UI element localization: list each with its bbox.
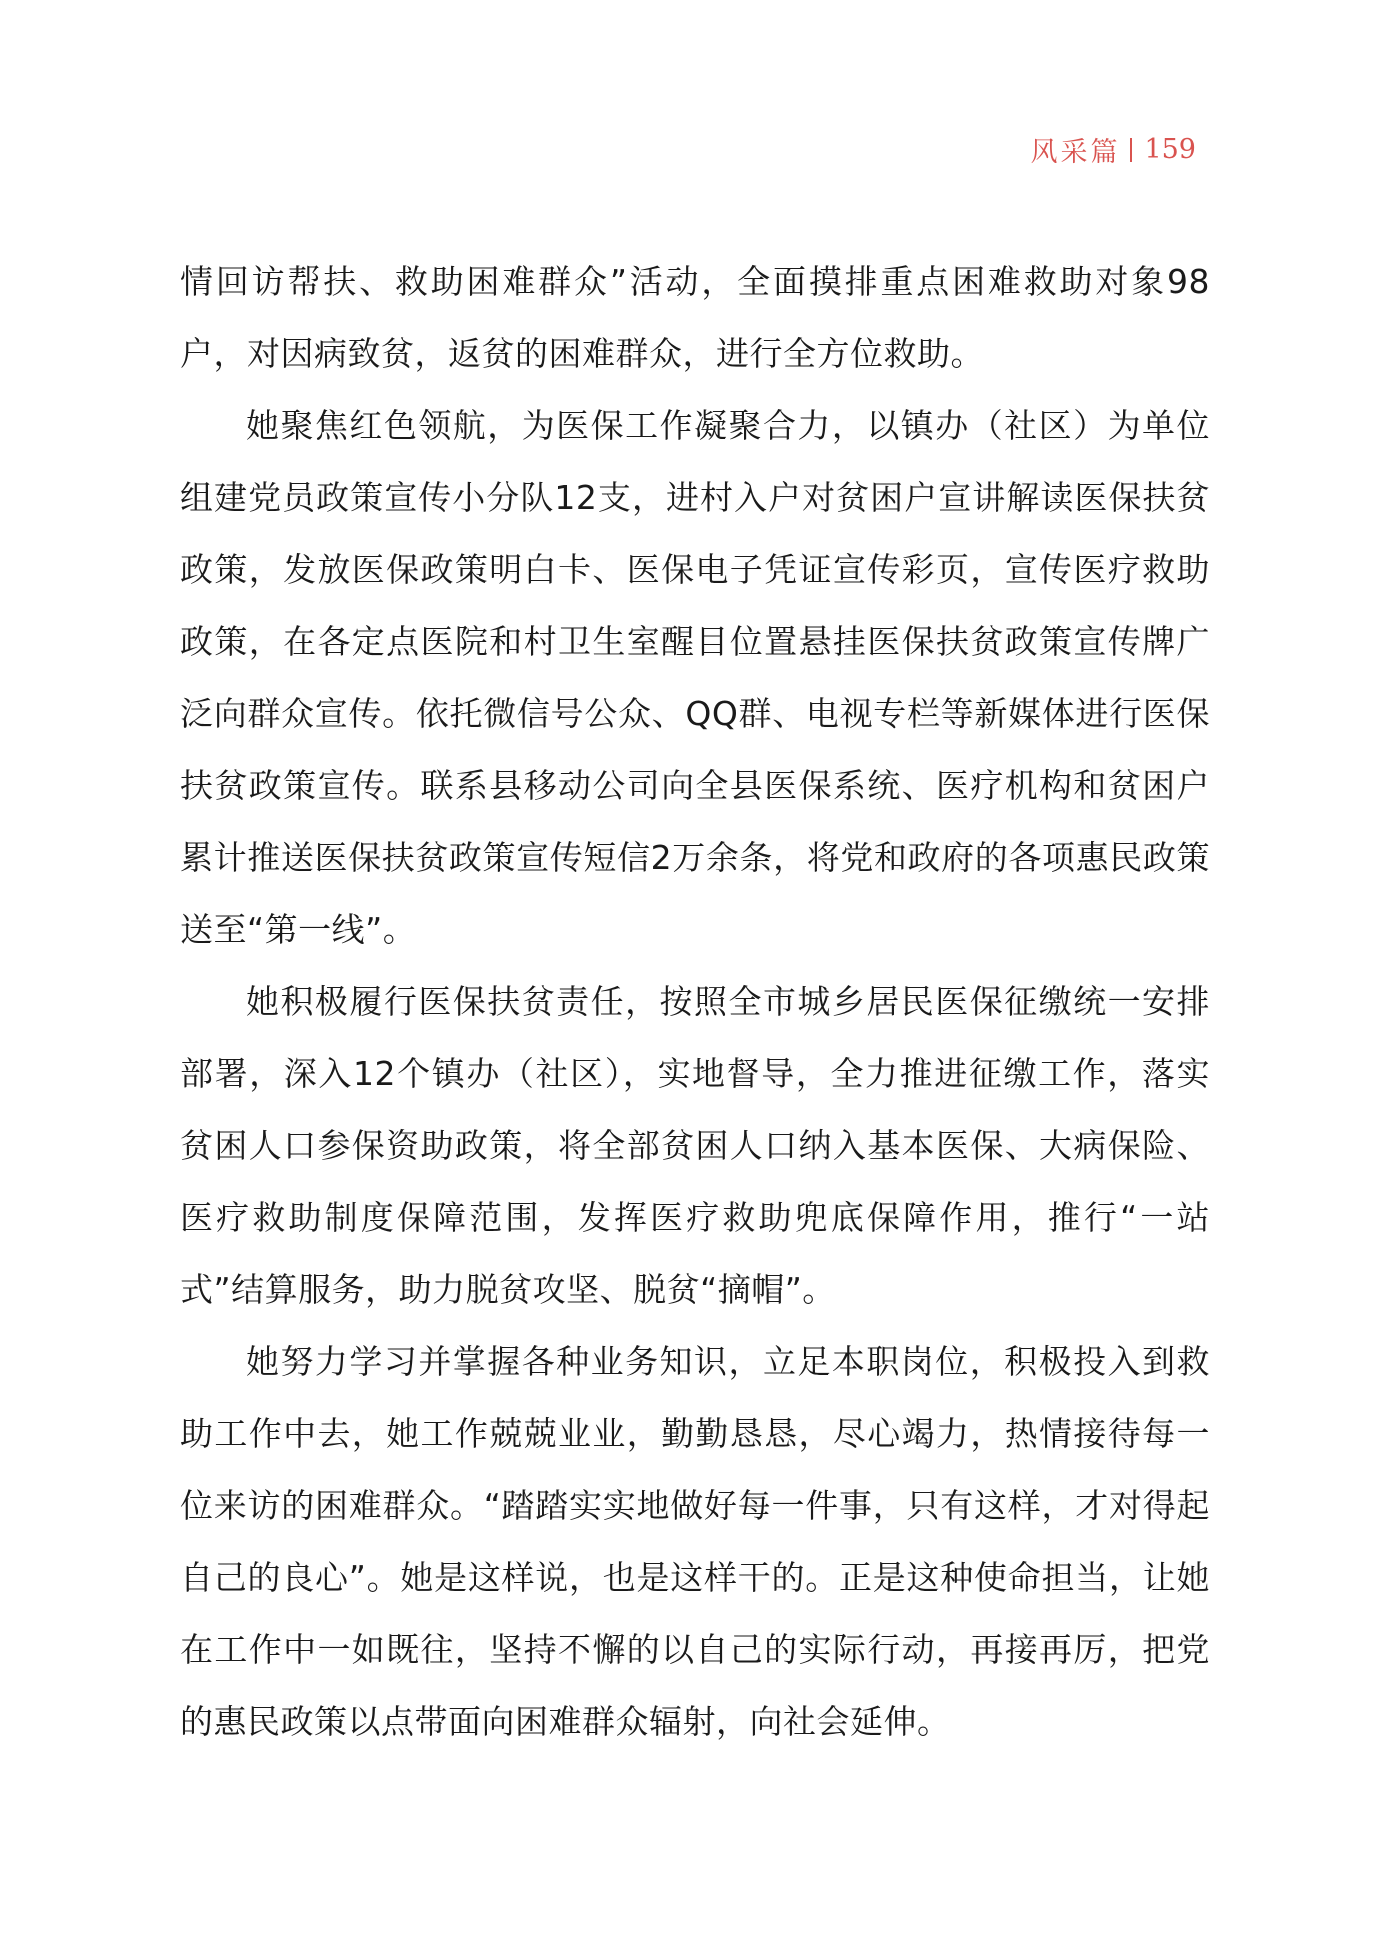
page-number: 159 [1144,134,1196,165]
header-separator [1130,138,1132,162]
paragraph: 她积极履行医保扶贫责任，按照全市城乡居民医保征缴统一安排部署，深入12个镇办（社区），实地督导，全力推进征缴工作，落实贫困人口参保资助政策，将全部贫困人口纳入基本医保、大病保险、医疗救助制度保障范围，发挥医疗救助兜底保障作用，推行“一站式”结算服务，助力脱贫攻坚、脱贫“摘帽”。 [180,982,1210,1309]
paragraph: 情回访帮扶、救助困难群众”活动，全面摸排重点困难救助对象98户，对因病致贫，返贫的困难群众，进行全方位救助。 [180,262,1210,373]
body-text [180,246,1210,1758]
paragraph: 她聚焦红色领航，为医保工作凝聚合力，以镇办（社区）为单位组建党员政策宣传小分队12支，进村入户对贫困户宣讲解读医保扶贫政策，发放医保政策明白卡、医保电子凭证宣传彩页，宣传医疗救助政策，在各定点医院和村卫生室醒目位置悬挂医保扶贫政策宣传牌广泛向群众宣传。依托微信号公众、QQ群、电视专栏等新媒体进行医保扶贫政策宣传。联系县移动公司向全县医保系统、医疗机构和贫困户累计推送医保扶贫政策宣传短信2万余条，将党和政府的各项惠民政策送至“第一线”。 [180,406,1210,949]
running-header [1030,130,1196,169]
section-title: 风采篇 [1030,137,1121,168]
paragraph: 她努力学习并掌握各种业务知识，立足本职岗位，积极投入到救助工作中去，她工作兢兢业业，勤勤恳恳，尽心竭力，热情接待每一位来访的困难群众。“踏踏实实地做好每一件事，只有这样，才对得起自己的良心”。她是这样说，也是这样干的。正是这种使命担当，让她在工作中一如既往，坚持不懈的以自己的实际行动，再接再厉，把党的惠民政策以点带面向困难群众辐射，向社会延伸。 [180,1342,1210,1741]
